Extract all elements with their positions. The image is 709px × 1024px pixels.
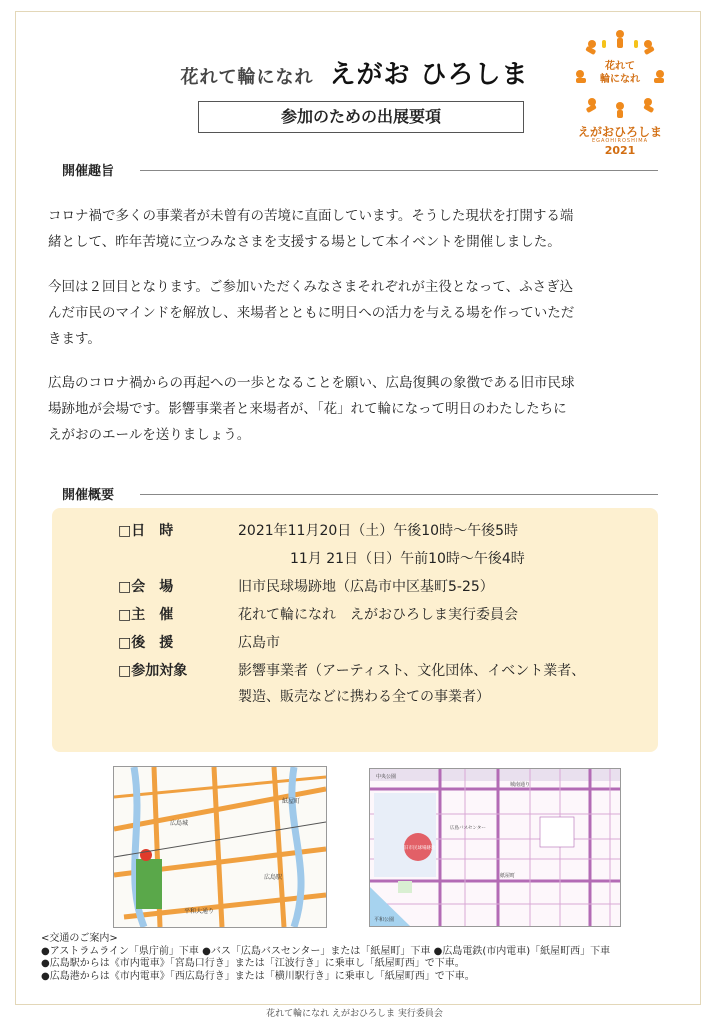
venue-map [369, 768, 621, 927]
purpose-paragraph-2: 今回は２回目となります。ご参加いただくみなさまそれぞれが主役となって、ふさぎ込 んだ市民のマインドを解放し、来場者とともに明日への活力を与える場を作っていただ きます。 [48, 279, 575, 347]
logo-brand: えがおひろしま [577, 125, 662, 139]
access-heading: <交通のご案内> [41, 933, 118, 944]
purpose-paragraph-1: コロナ禍で多くの事業者が未曾有の苦境に直面しています。そうした現状を打開する端 緒として、昨年苦境に立つみなさまを支援する場として本イベントを開催しました。 [48, 208, 574, 250]
logo-line1: 花れて [605, 61, 635, 72]
purpose-paragraph-3: 広島のコロナ禍からの再起への一歩となることを願い、広島復興の象徴である旧市民球 場跡地が会場です。影響事業者と来場者が、「花」れて輪になって明日のわたしたちに えがおのエールを送りましょう。 [48, 375, 575, 443]
access-line-2: ●広島駅からは《市内電車》「宮島口行き」または「江波行き」に乗車し「紙屋町西」で下車。 [41, 958, 465, 969]
logo-year: 2021 [604, 144, 636, 157]
purpose-rule [140, 170, 658, 171]
right-map-label-venue: 旧市民球場跡地 [404, 846, 436, 851]
right-map-label-kamiyacho: 紙屋町 [500, 873, 516, 879]
left-map-label-kamiyacho: 紙屋町 [282, 798, 301, 805]
right-map-label-jonan: 城南通り [510, 782, 531, 788]
area-map [113, 766, 327, 928]
logo-roman: EGAOHIROSHIMA [591, 138, 649, 144]
subtitle: 参加のための出展要項 [198, 101, 524, 133]
right-map-label-bus-center: 広島バスセンター [450, 826, 486, 831]
summary-box: □日 時 2021年11月20日（土）午後10時～午後5時 11月 21日（日）午前10時～午後4時 □会 場 旧市民球場跡地（広島市中区基町5-25） □主 催 花れて輪になれ えがおひろしま実行委員会 □後 援 広島市 □参加対象 影響事業者（アーティスト、文化団体、イベント業者、 製造、販売などに携わる全ての事業者） [52, 508, 658, 752]
access-line-3: ●広島港からは《市内電車》「西広島行き」または「横川駅行き」に乗車し「紙屋町西」で下車。 [41, 970, 475, 982]
summary-heading: 開催概要 [62, 488, 115, 503]
right-map-label-park: 中央公園 [376, 774, 397, 780]
logo-line2: 輪になれ [600, 74, 640, 85]
right-map-label-peace-park: 平和公園 [374, 917, 395, 923]
access-info [41, 933, 610, 983]
left-map-label-station: 広島駅 [264, 874, 283, 881]
title-small: 花れて輪になれ [180, 67, 314, 88]
footer: 花れて輪になれ えがおひろしま 実行委員会 [266, 1009, 443, 1019]
left-map-label-heiwa: 平和大通り [184, 908, 215, 915]
area-map-drawing [114, 767, 326, 927]
purpose-heading: 開催趣旨 [62, 164, 115, 179]
left-map-label-castle: 広島城 [170, 820, 189, 827]
event-logo [570, 26, 670, 156]
access-line-1: ●アストラムライン「県庁前」下車 ●バス「広島バスセンター」または「紙屋町」下車 ●広島電鉄(市内電車)「紙屋町西」下車 [41, 945, 611, 957]
venue-map-drawing [370, 769, 620, 926]
summary-rule [140, 494, 658, 495]
title-big: えがお ひろしま [329, 60, 529, 90]
